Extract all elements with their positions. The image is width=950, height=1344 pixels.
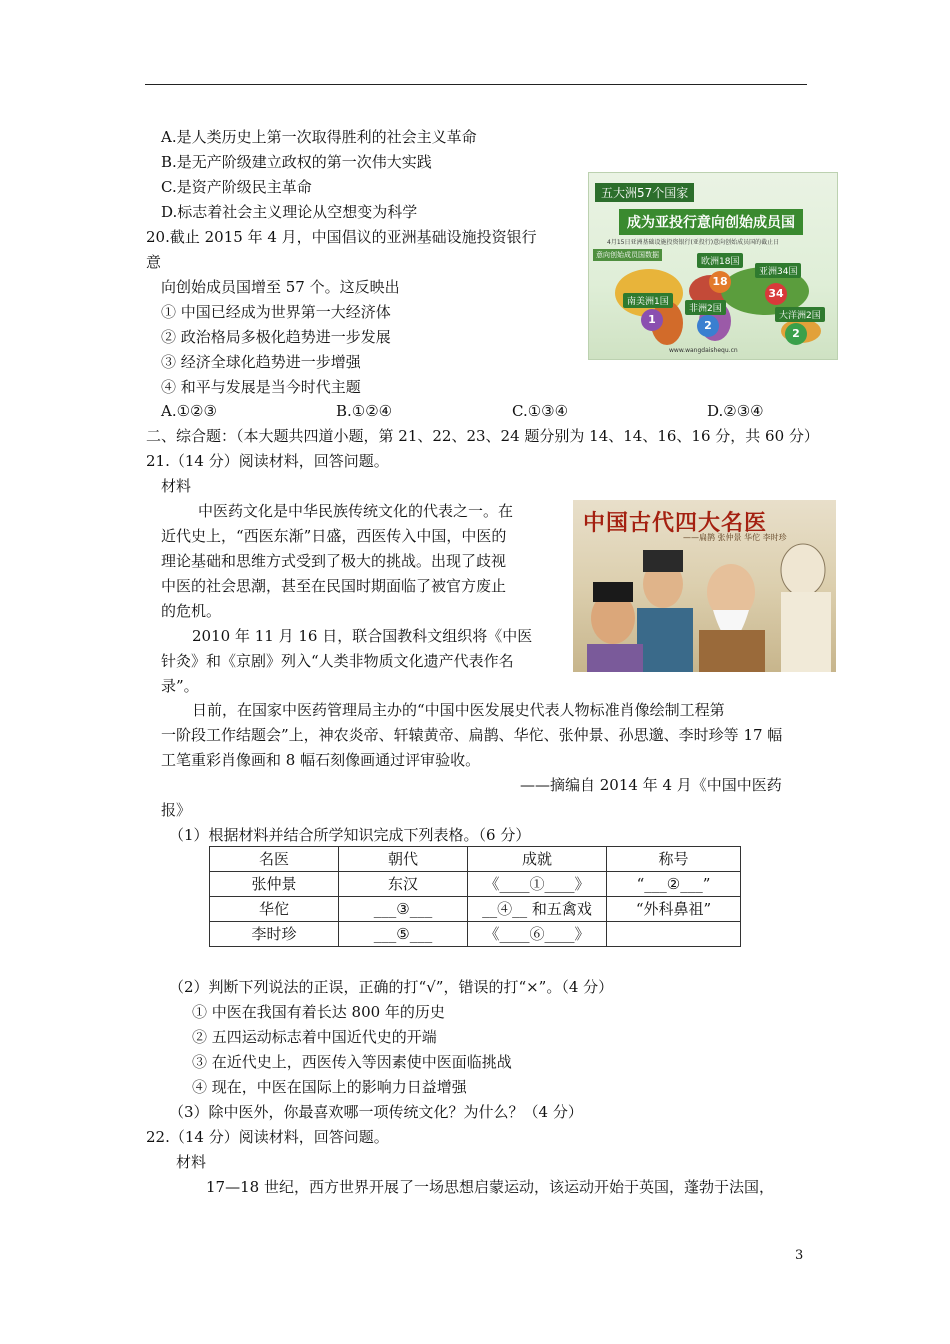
q21-source-line1: ——摘编自 2014 年 4 月《中国中医药 xyxy=(520,776,782,794)
q21-para1-line1: 中医药文化是中华民族传统文化的代表之一。在 xyxy=(198,502,514,520)
tag-asia: 亚洲34国 xyxy=(755,263,801,278)
q20-item-1: ① 中国已经成为世界第一大经济体 xyxy=(161,303,391,321)
table-cell xyxy=(607,922,741,947)
ball-oceania: 2 xyxy=(785,323,807,345)
table-cell: 《____⑥____》 xyxy=(468,922,607,947)
q20-item-2: ② 政治格局多极化趋势进一步发展 xyxy=(161,328,391,346)
q19-option-d: D.标志着社会主义理论从空想变为科学 xyxy=(161,203,418,221)
q21-para2-line3: 录”。 xyxy=(161,677,199,695)
table-header-row xyxy=(210,847,741,872)
q21-para3-line1: 日前，在国家中医药管理局主办的“中国中医发展史代表人物标准肖像绘制工程第 xyxy=(192,701,725,719)
q20-choice-a: A.①②③ xyxy=(161,402,217,420)
q21-judge-4: ④ 现在，中医在国际上的影响力日益增强 xyxy=(192,1078,467,1096)
q21-para1-line3: 理论基础和思维方式受到了极大的挑战。出现了歧视 xyxy=(161,552,507,570)
q21-para3-line3: 工笔重彩肖像画和 8 幅石刻像画通过评审验收。 xyxy=(161,751,481,769)
q21-para1-line4: 中医的社会思潮，甚至在民国时期面临了被官方废止 xyxy=(161,577,507,595)
doctors-table xyxy=(209,846,741,947)
table-row xyxy=(210,872,741,897)
table-cell: 《____①____》 xyxy=(468,872,607,897)
q22-material-label: 材料 xyxy=(176,1153,207,1171)
header-rule xyxy=(145,84,807,85)
table-cell: 张仲景 xyxy=(210,872,339,897)
table-row xyxy=(210,922,741,947)
tag-south-america: 南美洲1国 xyxy=(623,293,673,308)
q20-item-4: ④ 和平与发展是当今时代主题 xyxy=(161,378,361,396)
table-cell: ___③___ xyxy=(339,897,468,922)
q21-para3-line2: 一阶段工作结题会”上，神农炎帝、轩辕黄帝、扁鹊、华佗、张仲景、孙思邈、李时珍等 17 幅 xyxy=(161,726,783,744)
q19-option-c: C.是资产阶级民主革命 xyxy=(161,178,312,196)
q21-para1-line5: 的危机。 xyxy=(161,602,222,620)
ball-south-america: 1 xyxy=(641,309,663,331)
table-header: 朝代 xyxy=(339,847,468,872)
q21-title: 21.（14 分）阅读材料，回答问题。 xyxy=(146,452,389,470)
doctors-subtitle: ——扁鹊 张仲景 华佗 李时珍 xyxy=(683,533,787,542)
table-header: 成就 xyxy=(468,847,607,872)
q21-source-line2: 报》 xyxy=(161,801,192,819)
q20-stem-line2: 意 xyxy=(146,253,162,271)
q21-sub2: （2）判断下列说法的正误，正确的打“√”，错误的打“×”。（4 分） xyxy=(169,978,614,996)
table-cell: 李时珍 xyxy=(210,922,339,947)
q20-stem-line1: 20.截止 2015 年 4 月，中国倡议的亚洲基础设施投资银行 xyxy=(146,228,537,246)
q20-choice-b: B.①②④ xyxy=(336,402,393,420)
aiib-site: www.wangdaishequ.cn xyxy=(669,347,738,354)
tag-africa: 非洲2国 xyxy=(685,300,726,315)
q21-judge-2: ② 五四运动标志着中国近代史的开端 xyxy=(192,1028,437,1046)
table-header: 称号 xyxy=(607,847,741,872)
q20-stem-line3: 向创始成员国增至 57 个。这反映出 xyxy=(161,278,400,296)
table-header: 名医 xyxy=(210,847,339,872)
table-cell: __④__ 和五禽戏 xyxy=(468,897,607,922)
q22-title: 22.（14 分）阅读材料，回答问题。 xyxy=(146,1128,389,1146)
q21-judge-3: ③ 在近代史上，西医传入等因素使中医面临挑战 xyxy=(192,1053,512,1071)
q21-judge-1: ① 中医在我国有着长达 800 年的历史 xyxy=(192,1003,445,1021)
aiib-title-2: 成为亚投行意向创始成员国 xyxy=(619,209,803,235)
table-row xyxy=(210,897,741,922)
table-cell: ___⑤___ xyxy=(339,922,468,947)
q20-item-3: ③ 经济全球化趋势进一步增强 xyxy=(161,353,361,371)
ball-europe: 18 xyxy=(709,271,731,293)
ball-asia: 34 xyxy=(765,283,787,305)
q20-choice-d: D.②③④ xyxy=(707,402,764,420)
ball-africa: 2 xyxy=(697,315,719,337)
table-cell: 华佗 xyxy=(210,897,339,922)
four-doctors-image xyxy=(573,500,836,672)
table-cell: 东汉 xyxy=(339,872,468,897)
aiib-title-1: 五大洲57个国家 xyxy=(595,183,694,202)
q21-sub1: （1）根据材料并结合所学知识完成下列表格。（6 分） xyxy=(169,826,531,844)
aiib-label: 意向创始成员国数据 xyxy=(593,249,662,261)
aiib-map-image xyxy=(588,172,838,360)
section2-heading: 二、综合题：（本大题共四道小题，第 21、22、23、24 题分别为 14、14、16、16 分，共 60 分） xyxy=(146,427,819,445)
q19-option-a: A.是人类历史上第一次取得胜利的社会主义革命 xyxy=(161,128,477,146)
table-cell: “外科鼻祖” xyxy=(607,897,741,922)
q21-sub3: （3）除中医外，你最喜欢哪一项传统文化？为什么？（4 分） xyxy=(169,1103,583,1121)
q19-option-b: B.是无产阶级建立政权的第一次伟大实践 xyxy=(161,153,432,171)
aiib-caption: 4月15日亚洲基础设施投资银行(亚投行)意向创始成员国的截止日 xyxy=(607,239,780,246)
tag-oceania: 大洋洲2国 xyxy=(775,307,825,322)
q22-line1: 17—18 世纪，西方世界开展了一场思想启蒙运动，该运动开始于英国，蓬勃于法国， xyxy=(206,1178,774,1196)
q21-para1-line2: 近代史上，“西医东渐”日盛，西医传入中国，中医的 xyxy=(161,527,507,545)
q20-choice-c: C.①③④ xyxy=(512,402,569,420)
q21-para2-line2: 针灸》和《京剧》列入“人类非物质文化遗产代表作名 xyxy=(161,652,514,670)
tag-europe: 欧洲18国 xyxy=(697,253,743,268)
q21-para2-line1: 2010 年 11 月 16 日，联合国教科文组织将《中医 xyxy=(192,627,533,645)
doctors-title: 中国古代四大名医 xyxy=(583,510,768,536)
q21-material-label: 材料 xyxy=(161,477,192,495)
table-cell: “___②___” xyxy=(607,872,741,897)
page-number: 3 xyxy=(795,1248,804,1263)
